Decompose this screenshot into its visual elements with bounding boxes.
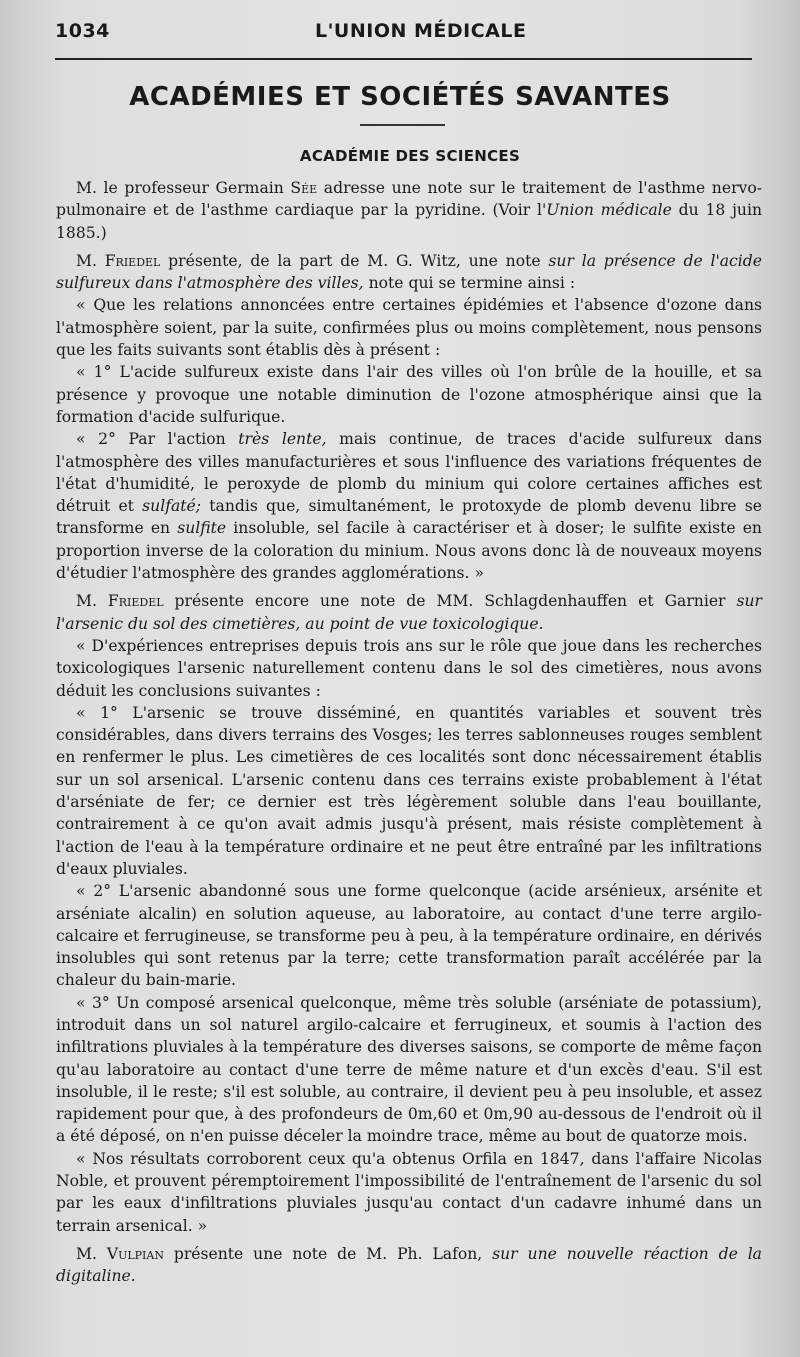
note-title: sur une nouvelle réaction de la digitaline. xyxy=(56,1244,762,1286)
quote-paragraph: « 2° L'arsenic abandonné sous une forme quelconque (acide arsénieux, arsénite et arséniate alcalin) en solution aqueuse, au laboratoire, au contact d'une terre argilo-calcaire et ferrugineuse, se transforme peu à peu, à la température ordinaire, en dérivés insolubles qui sont retenus par la terre; cette transformation paraît accélérée par la chaleur du bain-marie. xyxy=(56,882,762,990)
text: tandis que, simultanément, le protoxyde de plomb devenu libre se transforme en xyxy=(56,497,762,538)
author-name: Sée xyxy=(290,179,318,197)
quote-paragraph xyxy=(56,428,762,584)
quote-paragraph: « 1° L'acide sulfureux existe dans l'air des villes où l'on brûle de la houille, et sa présence y provoque une notable diminution de l'ozone atmosphérique ainsi que la formation d'acide sulfurique. xyxy=(56,363,762,426)
page-number: 1034 xyxy=(55,20,110,42)
text: « 2° Par l'action xyxy=(76,430,239,449)
author-name: Vulpian xyxy=(106,1244,164,1263)
text: M. xyxy=(76,592,108,611)
running-head xyxy=(55,20,752,46)
note-title: sur la présence de l'acide sulfureux dans l'atmosphère des villes, xyxy=(56,251,762,293)
text: M. le professeur Germain xyxy=(76,179,291,197)
text: M. xyxy=(76,251,105,270)
text: du 18 juin 1885.) xyxy=(56,201,762,242)
article-body xyxy=(56,177,762,1288)
text: note qui se termine ainsi : xyxy=(363,274,576,293)
text: adresse une note sur le traitement de l'asthme nervo-pulmonaire et de l'asthme cardiaque par la pyridine. (Voir l' xyxy=(56,179,762,220)
title-rule xyxy=(360,124,445,126)
author-name: Friedel xyxy=(104,251,161,270)
text: présente, de la part de M. G. Witz, une note xyxy=(160,251,549,270)
paragraph-friedel-arsenic xyxy=(56,590,762,635)
quote-paragraph: « Nos résultats corroborent ceux qu'a obtenus Orfila en 1847, dans l'affaire Nicolas Noble, et prouvent péremptoirement l'impossibilité de l'entraînement de l'arsenic du sol par les eaux d'infiltrations pluviales jusqu'au contact d'un cadavre inhumé dans un terrain arsenical. » xyxy=(56,1149,762,1235)
subsection-title: ACADÉMIE DES SCIENCES xyxy=(299,147,521,165)
paragraph-see-asthma xyxy=(56,177,762,244)
header-rule xyxy=(55,58,752,60)
paragraph-friedel-witz xyxy=(56,250,762,295)
emphasis: sulfite xyxy=(177,519,227,538)
quote-paragraph: « 3° Un composé arsenical quelconque, même très soluble (arséniate de potassium), introduit dans un sol naturel argilo-calcaire et ferrugineux, et soumis à l'action des infiltrations pluviales à la température des diverses saisons, se comporte de même façon qu'au laboratoire au contact d'une terre de même nature et d'un excès d'eau. S'il est insoluble, il le reste; s'il est soluble, au contraire, il devient peu à peu insoluble, et assez rapidement pour que, à des profondeurs de 0m,60 et 0m,90 au-dessous de l'endroit où il a été déposé, on n'en puisse déceler la moindre trace, même au bout de quatorze mois. xyxy=(56,993,762,1146)
text: insoluble, sel facile à caractériser et à doser; le sulfite existe en proportion inverse de la coloration du minium. Nous avons donc là de nouveaux moyens d'étudier l'atmosphère des grandes agglomérations. » xyxy=(56,519,762,583)
quote-paragraph: « 1° L'arsenic se trouve disséminé, en quantités variables et souvent très considérables, dans divers terrains des Vosges; les terres sablonneuses rouges semblent en renfermer le plus. Les cimetières de ces localités sont donc nécessairement établis sur un sol arsenical. L'arsenic contenu dans ces terrains existe probablement à l'état d'arséniate de fer; ce dernier est très légèrement soluble dans l'eau bouillante, contrairement à ce qu'on avait admis jusqu'à présent, mais résiste complètement à l'action de l'eau à la température ordinaire et ne peut être entraîné par les infiltrations d'eaux pluviales. xyxy=(56,703,762,878)
quote-paragraph: « D'expériences entreprises depuis trois ans sur le rôle que joue dans les recherches toxicologiques l'arsenic naturellement contenu dans le sol des cimetières, nous avons déduit les conclusions suivantes : xyxy=(56,636,762,700)
text: M. xyxy=(76,1244,107,1263)
quote-paragraph: « Que les relations annoncées entre certaines épidémies et l'absence d'ozone dans l'atmosphère soient, par la suite, confirmées plus ou moins complètement, nous pensons que les faits suivants sont établis dès à présent : xyxy=(56,296,762,360)
note-title: sur l'arsenic du sol des cimetières, au point de vue toxicologique. xyxy=(56,592,762,633)
journal-reference: Union médicale xyxy=(546,201,672,220)
emphasis: sulfaté; xyxy=(142,497,202,516)
journal-title: L'UNION MÉDICALE xyxy=(315,20,527,42)
author-name: Friedel xyxy=(107,592,164,611)
text: mais continue, de traces d'acide sulfureux dans l'atmosphère des villes manufacturières et sous l'influence des variations fréquentes de l'état d'humidité, le peroxyde de plomb du minium qui colore certaines affiches est détruit et xyxy=(56,430,763,516)
paragraph-vulpian xyxy=(56,1243,762,1288)
text: présente encore une note de MM. Schlagdenhauffen et Garnier xyxy=(163,592,737,611)
emphasis: très lente, xyxy=(238,430,327,449)
text: présente une note de M. Ph. Lafon, xyxy=(163,1244,493,1263)
section-title: ACADÉMIES ET SOCIÉTÉS SAVANTES xyxy=(129,82,671,112)
